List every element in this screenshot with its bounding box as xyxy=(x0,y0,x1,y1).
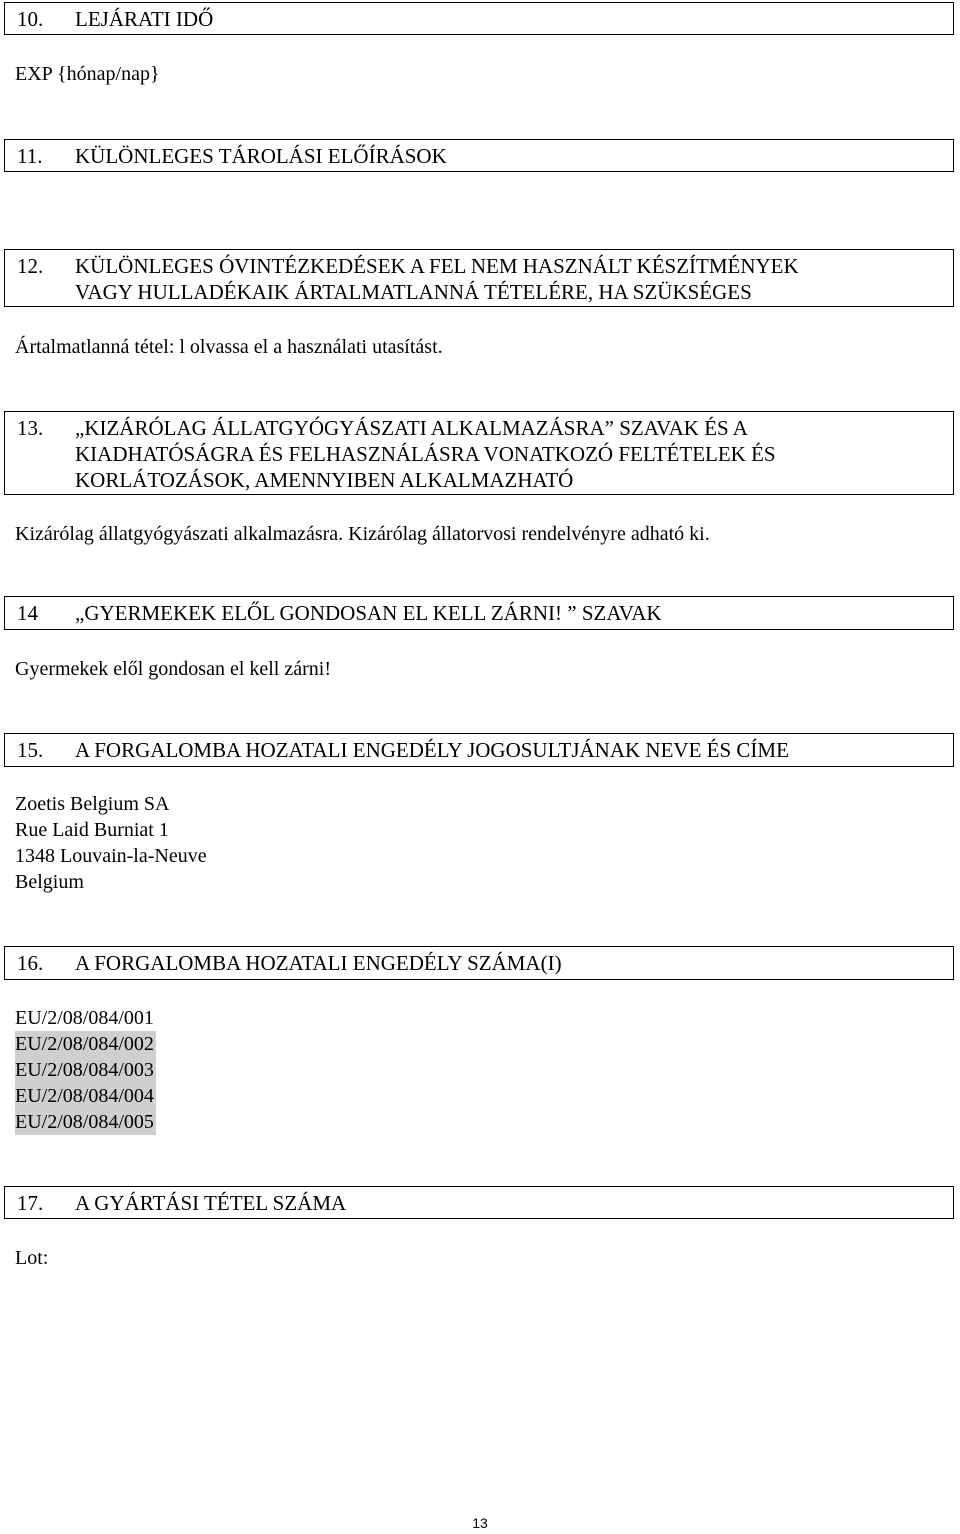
section-number: 13. xyxy=(17,416,44,440)
section-number: 10. xyxy=(17,7,44,31)
title-line: KÜLÖNLEGES ÓVINTÉZKEDÉSEK A FEL NEM HASZNÁLT KÉSZÍTMÉNYEK xyxy=(75,254,799,278)
section-number: 14 xyxy=(17,601,38,625)
section-number: 15. xyxy=(17,738,44,762)
authorisation-number: EU/2/08/084/004 xyxy=(15,1085,154,1107)
section-title: A FORGALOMBA HOZATALI ENGEDÉLY SZÁMA(I) xyxy=(75,951,562,975)
children-warning-text: Gyermekek elől gondosan el kell zárni! xyxy=(15,658,331,680)
section-title: A FORGALOMBA HOZATALI ENGEDÉLY JOGOSULTJÁNAK NEVE ÉS CÍME xyxy=(75,738,789,762)
section-number: 16. xyxy=(17,951,44,975)
section-16-header xyxy=(4,946,954,980)
title-line: „KIZÁRÓLAG ÁLLATGYÓGYÁSZATI ALKALMAZÁSRA” SZAVAK ÉS A xyxy=(75,416,748,440)
title-line: VAGY HULLADÉKAIK ÁRTALMATLANNÁ TÉTELÉRE, HA SZÜKSÉGES xyxy=(75,280,752,304)
section-title: A GYÁRTÁSI TÉTEL SZÁMA xyxy=(75,1191,347,1215)
title-line: KIADHATÓSÁGRA ÉS FELHASZNÁLÁSRA VONATKOZÓ FELTÉTELEK ÉS xyxy=(75,442,776,466)
section-10-header xyxy=(4,2,954,35)
lot-label: Lot: xyxy=(15,1247,49,1269)
section-15-header xyxy=(4,733,954,767)
authorisation-number: EU/2/08/084/003 xyxy=(15,1059,154,1081)
section-number: 17. xyxy=(17,1191,44,1215)
section-14-header xyxy=(4,596,954,630)
disposal-text: Ártalmatlanná tétel: l olvassa el a használati utasítást. xyxy=(15,336,443,358)
authorisation-number: EU/2/08/084/002 xyxy=(15,1033,154,1055)
address-line: 1348 Louvain-la-Neuve xyxy=(15,845,207,867)
holder-address xyxy=(15,791,207,895)
section-number: 12. xyxy=(17,254,44,278)
section-17-header xyxy=(4,1186,954,1219)
section-title: LEJÁRATI IDŐ xyxy=(75,7,214,31)
section-title: „GYERMEKEK ELŐL GONDOSAN EL KELL ZÁRNI! ” SZAVAK xyxy=(75,601,662,625)
section-11-header xyxy=(4,139,954,172)
expiry-text: EXP {hónap/nap} xyxy=(15,63,160,85)
authorisation-number: EU/2/08/084/005 xyxy=(15,1111,154,1133)
section-title: KÜLÖNLEGES TÁROLÁSI ELŐÍRÁSOK xyxy=(75,144,447,168)
authorisation-number: EU/2/08/084/001 xyxy=(15,1007,154,1029)
section-13-header xyxy=(4,411,954,495)
section-12-header xyxy=(4,249,954,307)
section-title xyxy=(75,415,945,493)
address-line: Belgium xyxy=(15,871,84,893)
section-title xyxy=(75,253,945,305)
page-number: 13 xyxy=(472,1515,488,1531)
section-number: 11. xyxy=(17,144,43,168)
address-line: Zoetis Belgium SA xyxy=(15,793,170,815)
title-line: KORLÁTOZÁSOK, AMENNYIBEN ALKALMAZHATÓ xyxy=(75,468,574,492)
veterinary-use-text: Kizárólag állatgyógyászati alkalmazásra. Kizárólag állatorvosi rendelvényre adható ki. xyxy=(15,523,710,545)
address-line: Rue Laid Burniat 1 xyxy=(15,819,169,841)
authorisation-numbers xyxy=(15,1005,156,1135)
